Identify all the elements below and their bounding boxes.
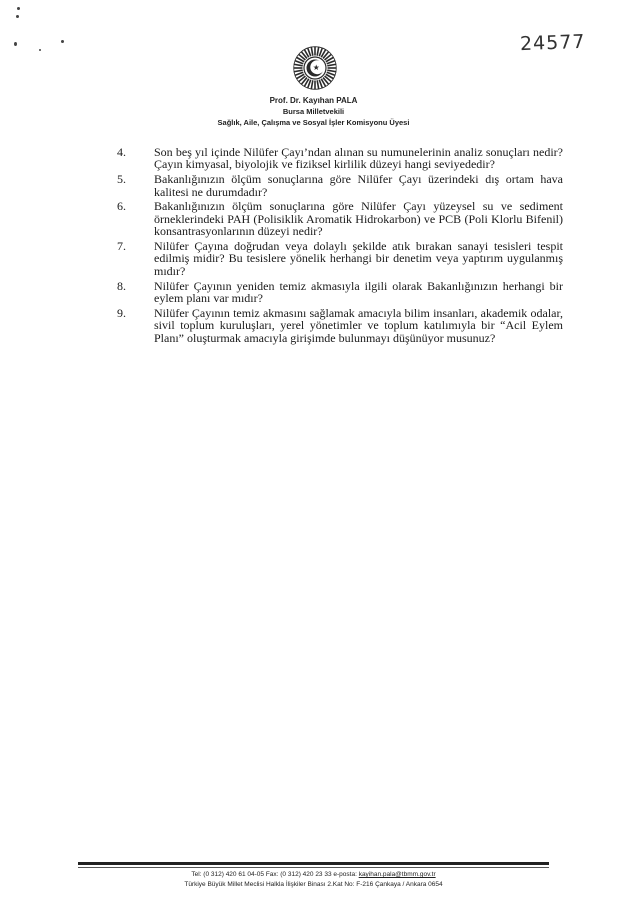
deputy-role: Bursa Milletvekili bbox=[282, 107, 345, 116]
question-number: 6. bbox=[117, 199, 126, 214]
question-number: 9. bbox=[117, 305, 126, 320]
footer-email-link[interactable]: kayihan.pala@tbmm.gov.tr bbox=[358, 871, 436, 878]
scan-speck bbox=[17, 7, 20, 10]
handwritten-document-number: 24577 bbox=[519, 30, 586, 56]
question-text: Bakanlığınızın ölçüm sonuçlarına göre Nilüfer Çayı yüzeysel su ve sediment örneklerindeki PAH (Polisiklik Aromatik Hidrokarbon) ve PCB (Poli Klorlu Bifenil) konsantrasyonlarının düzeyi nedir? bbox=[154, 199, 563, 239]
question-item bbox=[117, 200, 563, 237]
footer-divider bbox=[78, 862, 549, 865]
question-item bbox=[117, 173, 563, 198]
question-text: Nilüfer Çayının yeniden temiz akmasıyla ilgili olarak Bakanlığınızın herhangi bir eylem planı var mıdır? bbox=[154, 278, 563, 306]
deputy-name: Prof. Dr. Kayıhan PALA bbox=[269, 96, 358, 105]
question-number: 5. bbox=[117, 172, 126, 187]
question-item bbox=[117, 280, 563, 305]
question-number: 7. bbox=[117, 239, 126, 254]
question-text: Nilüfer Çayının temiz akmasını sağlamak amacıyla bilim insanları, akademik odalar, sivil toplum kuruluşları, yerel yönetimler ve toplum katılımıyla bir “Acil Eylem Planı” oluşturmak amacıyla girişimde bulunmayı düşünüyor musunuz? bbox=[154, 305, 563, 345]
question-item bbox=[117, 240, 563, 277]
scan-speck bbox=[61, 40, 64, 43]
footer-contact-line bbox=[0, 871, 627, 878]
committee-membership: Sağlık, Aile, Çalışma ve Sosyal İşler Komisyonu Üyesi bbox=[217, 118, 410, 127]
scan-speck bbox=[39, 49, 41, 51]
question-item bbox=[117, 307, 563, 344]
question-text: Son beş yıl içinde Nilüfer Çayı’ndan alınan su numunelerinin analiz sonuçları nedir? Çayın kimyasal, biyolojik ve fiziksel kirlilik düzeyi hangi seviyededir? bbox=[154, 145, 563, 172]
footer-phone-fax: Tel: (0 312) 420 61 04-05 Fax: (0 312) 420 23 33 e-posta: bbox=[191, 871, 359, 878]
question-text: Nilüfer Çayına doğrudan veya dolaylı şekilde atık bırakan sanayi tesisleri tespit edilmiş midir? Bu tesislere yönelik herhangi bir denetim veya yaptırım uygulanmış mıdır? bbox=[154, 239, 563, 278]
question-list bbox=[117, 146, 563, 346]
question-number: 8. bbox=[117, 278, 126, 293]
scan-speck bbox=[16, 15, 19, 18]
scan-speck bbox=[14, 42, 17, 46]
question-item bbox=[117, 146, 563, 171]
question-text: Bakanlığınızın ölçüm sonuçlarına göre Nilüfer Çayı üzerindeki dış ortam hava kalitesi ne durumdadır? bbox=[154, 172, 563, 199]
footer-address: Türkiye Büyük Millet Meclisi Halkla İlişkiler Binası 2.Kat No: F-216 Çankaya / Ankara 0654 bbox=[184, 881, 443, 888]
tbmm-emblem-icon bbox=[293, 46, 337, 90]
question-number: 4. bbox=[117, 145, 126, 159]
footer-divider-thin bbox=[78, 867, 549, 868]
